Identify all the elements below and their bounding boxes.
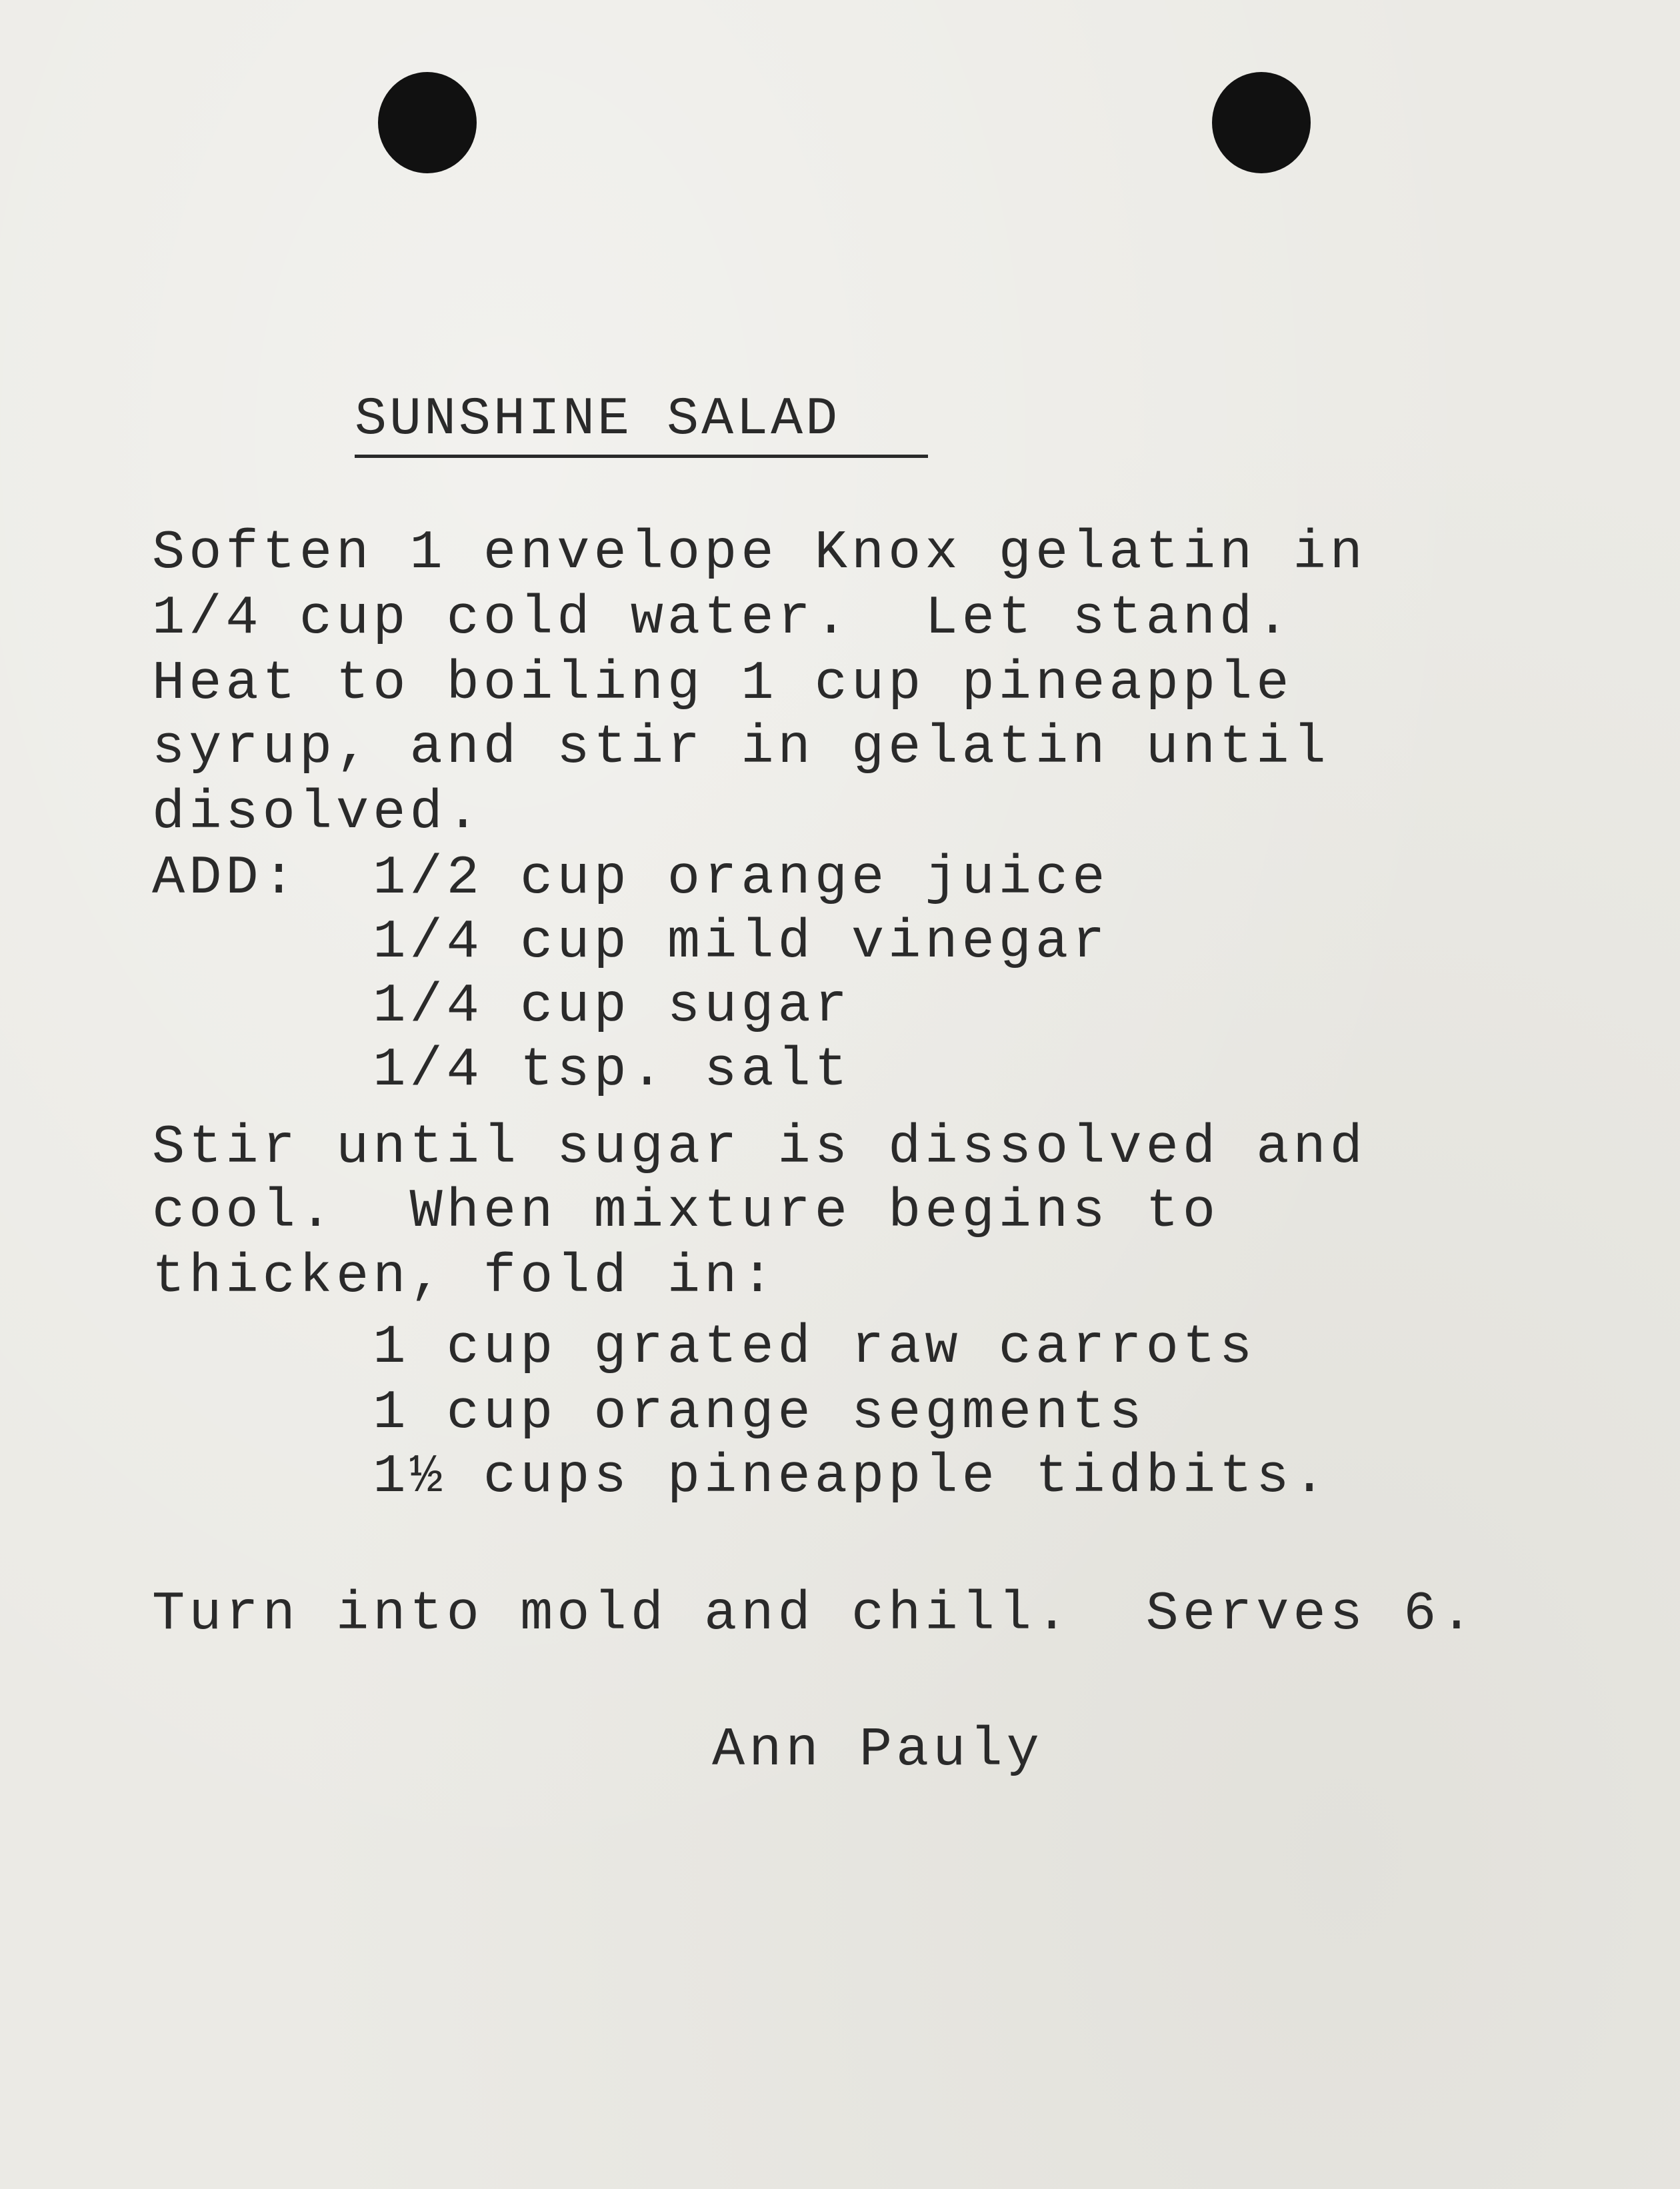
recipe-line: 1/4 cup sugar xyxy=(152,975,851,1037)
recipe-line: Heat to boiling 1 cup pineapple xyxy=(152,653,1293,715)
recipe-line: 1½ cups pineapple tidbits. xyxy=(152,1446,1330,1508)
recipe-line: 1/4 cup mild vinegar xyxy=(152,911,1109,973)
recipe-line: 1 cup orange segments xyxy=(152,1382,1146,1444)
punch-hole-left xyxy=(378,72,477,173)
recipe-line: Stir until sugar is dissolved and xyxy=(152,1116,1367,1178)
recipe-line: 1/4 tsp. salt xyxy=(152,1039,851,1101)
title-underline xyxy=(355,455,928,458)
recipe-line: disolved. xyxy=(152,782,483,844)
punch-hole-right xyxy=(1212,72,1311,173)
recipe-line: cool. When mixture begins to xyxy=(152,1180,1220,1242)
recipe-line: 1/4 cup cold water. Let stand. xyxy=(152,587,1293,649)
recipe-line: syrup, and stir in gelatin until xyxy=(152,717,1330,779)
recipe-line: Soften 1 envelope Knox gelatin in xyxy=(152,522,1367,584)
recipe-line: ADD: 1/2 cup orange juice xyxy=(152,847,1109,909)
recipe-line: Turn into mold and chill. Serves 6. xyxy=(152,1583,1477,1645)
recipe-line: thicken, fold in: xyxy=(152,1246,778,1308)
recipe-line: 1 cup grated raw carrots xyxy=(152,1316,1257,1378)
signature: Ann Pauly xyxy=(712,1719,1043,1781)
recipe-title: SUNSHINE SALAD xyxy=(355,389,841,450)
